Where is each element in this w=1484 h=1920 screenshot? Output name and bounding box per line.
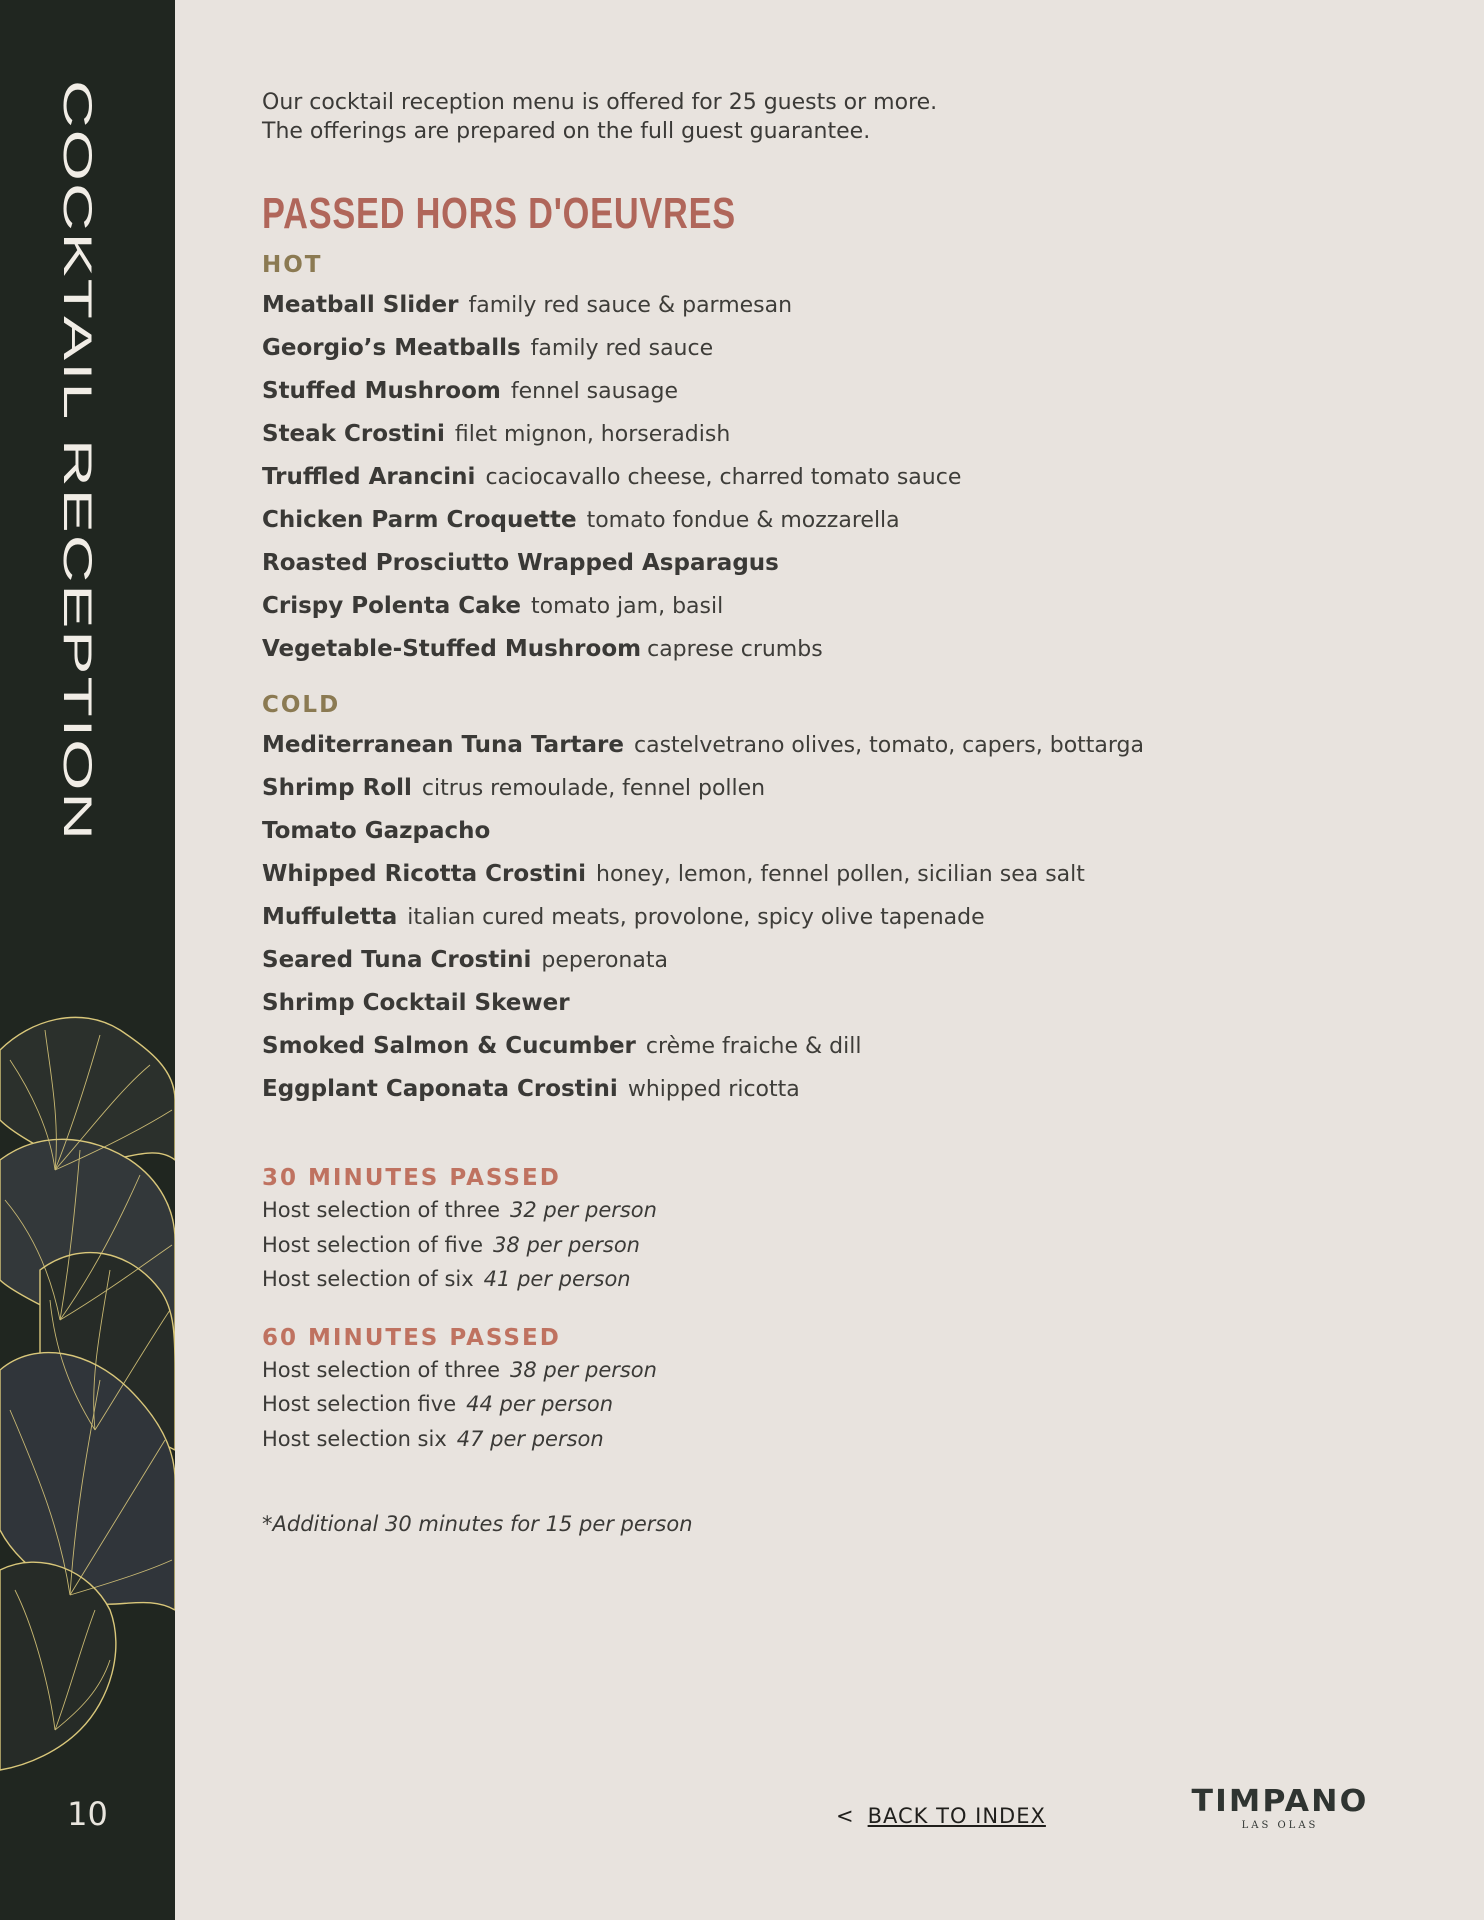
item-description: crème fraiche & dill [645,1034,862,1059]
page-number: 10 [67,1795,108,1833]
item-description: italian cured meats, provolone, spicy olive tapenade [407,905,985,930]
item-name: Eggplant Caponata Crostini [262,1076,618,1102]
menu-item [262,499,1412,542]
pricing-label: Host selection of three [262,1357,501,1382]
menu-item [262,1025,1412,1068]
pricing-value: 38 per person [493,1232,640,1257]
pricing-label: Host selection of five [262,1232,484,1257]
menu-item [262,982,1412,1025]
sidebar-title: COCKTAIL RECEPTION [55,80,100,843]
item-description: tomato jam, basil [530,594,724,619]
menu-item [262,724,1412,767]
menu-item [262,585,1412,628]
menu-content [262,88,1412,1536]
pricing-60-title: 60 MINUTES PASSED [262,1324,561,1351]
menu-item [262,284,1412,327]
menu-item [262,327,1412,370]
item-description: peperonata [541,948,668,973]
item-description: family red sauce & parmesan [468,293,793,318]
item-name: Georgio’s Meatballs [262,335,521,361]
logo-name: TIMPANO [1191,1784,1369,1819]
item-name: Truffled Arancini [262,464,476,490]
pricing-value: 38 per person [510,1357,657,1382]
cold-items-list [262,724,1412,1111]
item-name: Vegetable-Stuffed Mushroom [262,636,642,662]
item-name: Whipped Ricotta Crostini [262,861,587,887]
pricing-label: Host selection of three [262,1198,501,1222]
item-name: Chicken Parm Croquette [262,507,577,533]
pricing-30-title: 30 MINUTES PASSED [262,1165,561,1191]
item-description: whipped ricotta [627,1077,800,1102]
pricing-label: Host selection five [262,1392,457,1416]
logo-location: LAS OLAS [1241,1820,1319,1831]
timpano-logo [1166,1786,1394,1831]
menu-item [262,542,1412,585]
pricing-60-list [262,1353,1412,1457]
item-description: castelvetrano olives, tomato, capers, bottarga [634,733,1145,758]
menu-item [262,628,1412,671]
pricing-value: 44 per person [466,1392,614,1416]
item-description: fennel sausage [510,379,679,404]
item-description: tomato fondue & mozzarella [586,508,900,533]
menu-item [262,456,1412,499]
hot-heading: HOT [262,252,323,278]
intro-line-1: Our cocktail reception menu is offered for 25 guests or more. [262,90,938,115]
back-to-index-label: BACK TO INDEX [867,1804,1046,1828]
item-name: Smoked Salmon & Cucumber [262,1033,636,1059]
item-name: Tomato Gazpacho [262,818,491,844]
item-name: Muffuletta [262,904,398,930]
item-description: honey, lemon, fennel pollen, sicilian sea salt [596,862,1085,887]
pricing-row [262,1387,1412,1422]
item-name: Shrimp Cocktail Skewer [262,990,570,1016]
item-name: Seared Tuna Crostini [262,947,532,973]
item-description: caprese crumbs [647,637,823,662]
menu-item [262,896,1412,939]
pricing-row [262,1353,1412,1388]
footnote: *Additional 30 minutes for 15 per person [262,1512,693,1536]
cold-heading: COLD [262,692,341,718]
menu-item [262,939,1412,982]
hot-items-list [262,284,1412,671]
section-title: PASSED HORS D'OEUVRES [262,189,736,238]
ginkgo-leaves-illustration [0,1010,175,1790]
pricing-row [262,1193,1412,1228]
menu-item [262,767,1412,810]
item-name: Mediterranean Tuna Tartare [262,732,624,758]
pricing-label: Host selection six [262,1426,447,1451]
menu-item [262,370,1412,413]
item-description: citrus remoulade, fennel pollen [421,776,766,801]
intro-line-2: The offerings are prepared on the full guest guarantee. [262,119,871,144]
menu-item [262,853,1412,896]
sidebar [0,0,175,1920]
pricing-row [262,1422,1412,1457]
pricing-value: 41 per person [483,1267,631,1291]
intro-text [262,88,1412,146]
pricing-label: Host selection of six [262,1267,474,1291]
item-name: Crispy Polenta Cake [262,593,521,619]
item-name: Steak Crostini [262,421,445,447]
pricing-30-list [262,1193,1412,1297]
back-to-index-link[interactable] [836,1804,1046,1828]
menu-item [262,1068,1412,1111]
pricing-row [262,1228,1412,1263]
item-description: caciocavallo cheese, charred tomato sauce [485,465,962,490]
pricing-value: 32 per person [510,1198,657,1222]
pricing-value: 47 per person [456,1426,604,1451]
item-name: Stuffed Mushroom [262,378,501,404]
item-description: filet mignon, horseradish [454,422,731,447]
item-description: family red sauce [530,336,714,361]
item-name: Roasted Prosciutto Wrapped Asparagus [262,550,779,576]
menu-item [262,413,1412,456]
pricing-row [262,1262,1412,1297]
item-name: Shrimp Roll [262,775,412,801]
chevron-left-icon: < [836,1804,854,1828]
item-name: Meatball Slider [262,292,459,318]
menu-item [262,810,1412,853]
